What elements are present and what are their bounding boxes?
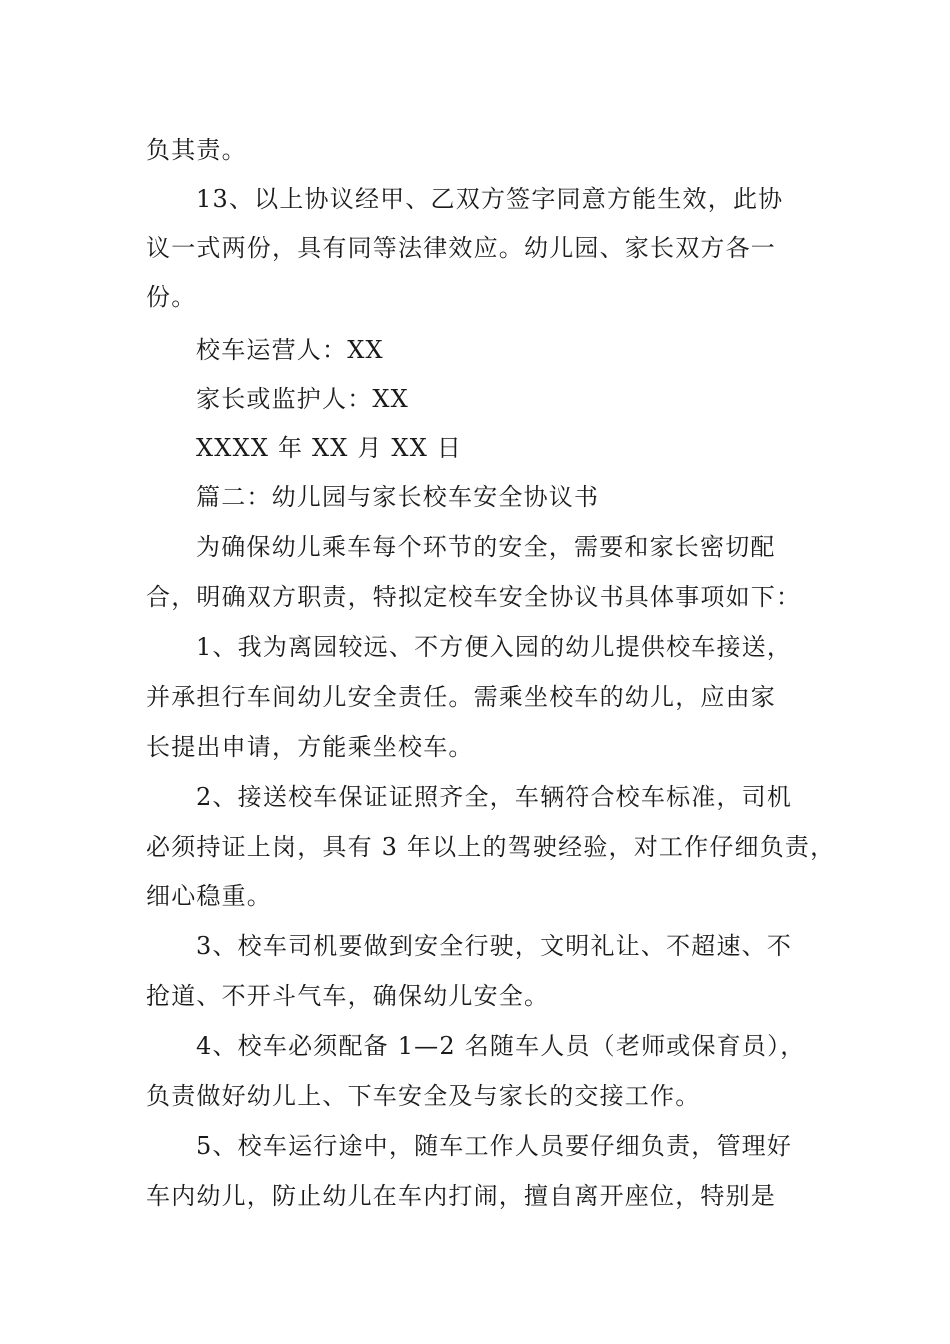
- text-line: 长提出申请，方能乘坐校车。: [146, 733, 474, 761]
- text-line: 13、以上协议经甲、乙双方签字同意方能生效，此协: [196, 185, 784, 213]
- signature-operator-line: 校车运营人：XX: [196, 336, 384, 364]
- section-title: 篇二：幼儿园与家长校车安全协议书: [196, 483, 600, 511]
- text-line: 3、校车司机要做到安全行驶，文明礼让、不超速、不: [196, 932, 793, 960]
- text-line: 车内幼儿，防止幼儿在车内打闹，擅自离开座位，特别是: [146, 1182, 776, 1210]
- date-line: XXXX 年 XX 月 XX 日: [196, 434, 463, 462]
- text-line: 细心稳重。: [146, 882, 272, 910]
- text-line: 议一式两份，具有同等法律效应。幼儿园、家长双方各一: [146, 234, 776, 262]
- text-line: 抢道、不开斗气车，确保幼儿安全。: [146, 982, 550, 1010]
- text-line: 并承担行车间幼儿安全责任。需乘坐校车的幼儿，应由家: [146, 683, 776, 711]
- text-line: 必须持证上岗，具有 3 年以上的驾驶经验，对工作仔细负责，: [146, 833, 836, 861]
- text-line: 2、接送校车保证证照齐全，车辆符合校车标准，司机: [196, 783, 793, 811]
- text-line: 份。: [146, 283, 197, 311]
- text-line: 合，明确双方职责，特拟定校车安全协议书具体事项如下：: [146, 583, 802, 611]
- text-line: 为确保幼儿乘车每个环节的安全，需要和家长密切配: [196, 533, 776, 561]
- text-line: 5、校车运行途中，随车工作人员要仔细负责，管理好: [196, 1132, 793, 1160]
- text-line: 负责做好幼儿上、下车安全及与家长的交接工作。: [146, 1082, 701, 1110]
- text-line: 负其责。: [146, 136, 247, 164]
- signature-guardian-line: 家长或监护人：XX: [196, 385, 409, 413]
- text-line: 1、我为离园较远、不方便入园的幼儿提供校车接送，: [196, 633, 793, 661]
- text-line: 4、校车必须配备 1—2 名随车人员（老师或保育员），: [196, 1032, 806, 1060]
